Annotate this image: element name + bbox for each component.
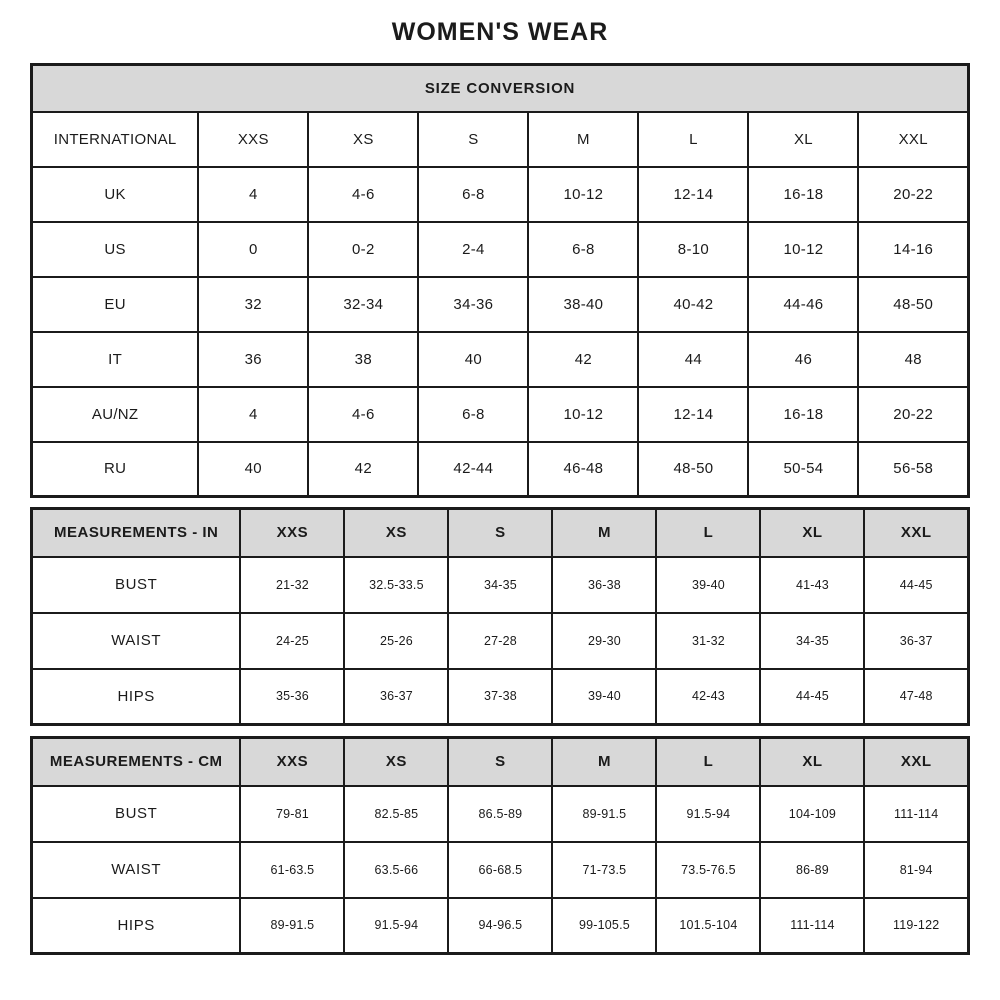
size-header-m: M (552, 509, 656, 557)
table-cell: 36 (198, 332, 308, 387)
table-cell: 31-32 (656, 613, 760, 669)
measurements-in-table (30, 507, 970, 726)
row-label: US (32, 222, 199, 277)
row-label: WAIST (32, 613, 241, 669)
size-header-m: M (528, 112, 638, 167)
table-row-it (32, 332, 969, 387)
table-cell: 82.5-85 (344, 786, 448, 842)
table-cell: 42 (308, 442, 418, 497)
measurements-cm-header-row (32, 738, 969, 786)
size-header-xs: XS (344, 738, 448, 786)
row-label: AU/NZ (32, 387, 199, 442)
table-cell: 34-35 (448, 557, 552, 613)
table-cell: 4-6 (308, 387, 418, 442)
size-conversion-banner-row (32, 65, 969, 112)
table-cell: 99-105.5 (552, 898, 656, 954)
table-cell: 86-89 (760, 842, 864, 898)
table-cell: 79-81 (240, 786, 344, 842)
size-header-xl: XL (760, 509, 864, 557)
size-header-xxl: XXL (858, 112, 968, 167)
measurements-in-header-row (32, 509, 969, 557)
table-cell: 66-68.5 (448, 842, 552, 898)
table-cell: 86.5-89 (448, 786, 552, 842)
table-cell: 91.5-94 (344, 898, 448, 954)
table-cell: 20-22 (858, 387, 968, 442)
table-cell: 101.5-104 (656, 898, 760, 954)
table-cell: 37-38 (448, 669, 552, 725)
table-cell: 42-44 (418, 442, 528, 497)
table-cell: 48 (858, 332, 968, 387)
size-header-xxl: XXL (864, 738, 968, 786)
table-cell: 44-45 (760, 669, 864, 725)
table-cell: 20-22 (858, 167, 968, 222)
table-cell: 6-8 (418, 387, 528, 442)
table-cell: 21-32 (240, 557, 344, 613)
row-label: BUST (32, 557, 241, 613)
table-cell: 42 (528, 332, 638, 387)
size-header-xs: XS (308, 112, 418, 167)
table-row-bust-cm (32, 786, 969, 842)
table-cell: 8-10 (638, 222, 748, 277)
table-cell: 34-35 (760, 613, 864, 669)
table-cell: 32 (198, 277, 308, 332)
table-cell: 16-18 (748, 387, 858, 442)
table-row-waist-cm (32, 842, 969, 898)
size-header-l: L (656, 738, 760, 786)
table-cell: 47-48 (864, 669, 968, 725)
table-cell: 73.5-76.5 (656, 842, 760, 898)
measurements-in-title: MEASUREMENTS - IN (32, 509, 241, 557)
size-header-s: S (448, 509, 552, 557)
table-cell: 71-73.5 (552, 842, 656, 898)
size-header-xxs: XXS (240, 509, 344, 557)
size-header-s: S (418, 112, 528, 167)
size-header-xxs: XXS (198, 112, 308, 167)
table-cell: 119-122 (864, 898, 968, 954)
table-cell: 89-91.5 (240, 898, 344, 954)
table-cell: 40 (418, 332, 528, 387)
size-header-s: S (448, 738, 552, 786)
size-conversion-table (30, 63, 970, 498)
table-cell: 50-54 (748, 442, 858, 497)
table-row-hips-in (32, 669, 969, 725)
table-cell: 44-45 (864, 557, 968, 613)
table-cell: 36-37 (344, 669, 448, 725)
table-cell: 10-12 (528, 387, 638, 442)
table-cell: 91.5-94 (656, 786, 760, 842)
table-cell: 56-58 (858, 442, 968, 497)
measurements-cm-title: MEASUREMENTS - CM (32, 738, 241, 786)
table-cell: 4 (198, 387, 308, 442)
table-cell: 6-8 (528, 222, 638, 277)
table-cell: 44 (638, 332, 748, 387)
table-cell: 6-8 (418, 167, 528, 222)
table-row-ru (32, 442, 969, 497)
table-cell: 104-109 (760, 786, 864, 842)
table-cell: 46-48 (528, 442, 638, 497)
table-cell: 38-40 (528, 277, 638, 332)
table-row-aunz (32, 387, 969, 442)
table-cell: 61-63.5 (240, 842, 344, 898)
row-label: BUST (32, 786, 241, 842)
table-cell: 10-12 (748, 222, 858, 277)
table-row-bust-in (32, 557, 969, 613)
size-header-xxl: XXL (864, 509, 968, 557)
table-cell: 40-42 (638, 277, 748, 332)
table-cell: 48-50 (638, 442, 748, 497)
table-cell: 4 (198, 167, 308, 222)
size-header-m: M (552, 738, 656, 786)
table-row-eu (32, 277, 969, 332)
table-cell: 34-36 (418, 277, 528, 332)
table-cell: 25-26 (344, 613, 448, 669)
table-cell: 39-40 (656, 557, 760, 613)
table-cell: 32-34 (308, 277, 418, 332)
size-header-xxs: XXS (240, 738, 344, 786)
size-header-xl: XL (760, 738, 864, 786)
table-cell: 14-16 (858, 222, 968, 277)
table-row-us (32, 222, 969, 277)
row-label: RU (32, 442, 199, 497)
table-cell: 29-30 (552, 613, 656, 669)
header-international: INTERNATIONAL (32, 112, 199, 167)
table-cell: 12-14 (638, 387, 748, 442)
size-header-xl: XL (748, 112, 858, 167)
size-conversion-title: SIZE CONVERSION (32, 65, 969, 112)
size-conversion-header-row (32, 112, 969, 167)
table-cell: 40 (198, 442, 308, 497)
table-row-hips-cm (32, 898, 969, 954)
table-row-waist-in (32, 613, 969, 669)
table-cell: 39-40 (552, 669, 656, 725)
row-label: IT (32, 332, 199, 387)
table-row-uk (32, 167, 969, 222)
table-cell: 46 (748, 332, 858, 387)
table-cell: 4-6 (308, 167, 418, 222)
table-cell: 111-114 (864, 786, 968, 842)
table-cell: 24-25 (240, 613, 344, 669)
table-cell: 10-12 (528, 167, 638, 222)
table-cell: 63.5-66 (344, 842, 448, 898)
table-cell: 94-96.5 (448, 898, 552, 954)
table-cell: 42-43 (656, 669, 760, 725)
table-cell: 2-4 (418, 222, 528, 277)
table-cell: 81-94 (864, 842, 968, 898)
table-cell: 36-38 (552, 557, 656, 613)
table-cell: 16-18 (748, 167, 858, 222)
row-label: HIPS (32, 898, 241, 954)
table-cell: 38 (308, 332, 418, 387)
table-cell: 89-91.5 (552, 786, 656, 842)
table-cell: 36-37 (864, 613, 968, 669)
row-label: EU (32, 277, 199, 332)
size-header-l: L (638, 112, 748, 167)
row-label: UK (32, 167, 199, 222)
page-title: WOMEN'S WEAR (391, 18, 609, 46)
table-cell: 35-36 (240, 669, 344, 725)
size-header-l: L (656, 509, 760, 557)
row-label: HIPS (32, 669, 241, 725)
table-cell: 32.5-33.5 (344, 557, 448, 613)
table-cell: 27-28 (448, 613, 552, 669)
size-header-xs: XS (344, 509, 448, 557)
table-cell: 41-43 (760, 557, 864, 613)
table-cell: 111-114 (760, 898, 864, 954)
table-cell: 48-50 (858, 277, 968, 332)
table-cell: 12-14 (638, 167, 748, 222)
measurements-cm-table (30, 736, 970, 955)
row-label: WAIST (32, 842, 241, 898)
table-cell: 0-2 (308, 222, 418, 277)
table-cell: 0 (198, 222, 308, 277)
table-cell: 44-46 (748, 277, 858, 332)
